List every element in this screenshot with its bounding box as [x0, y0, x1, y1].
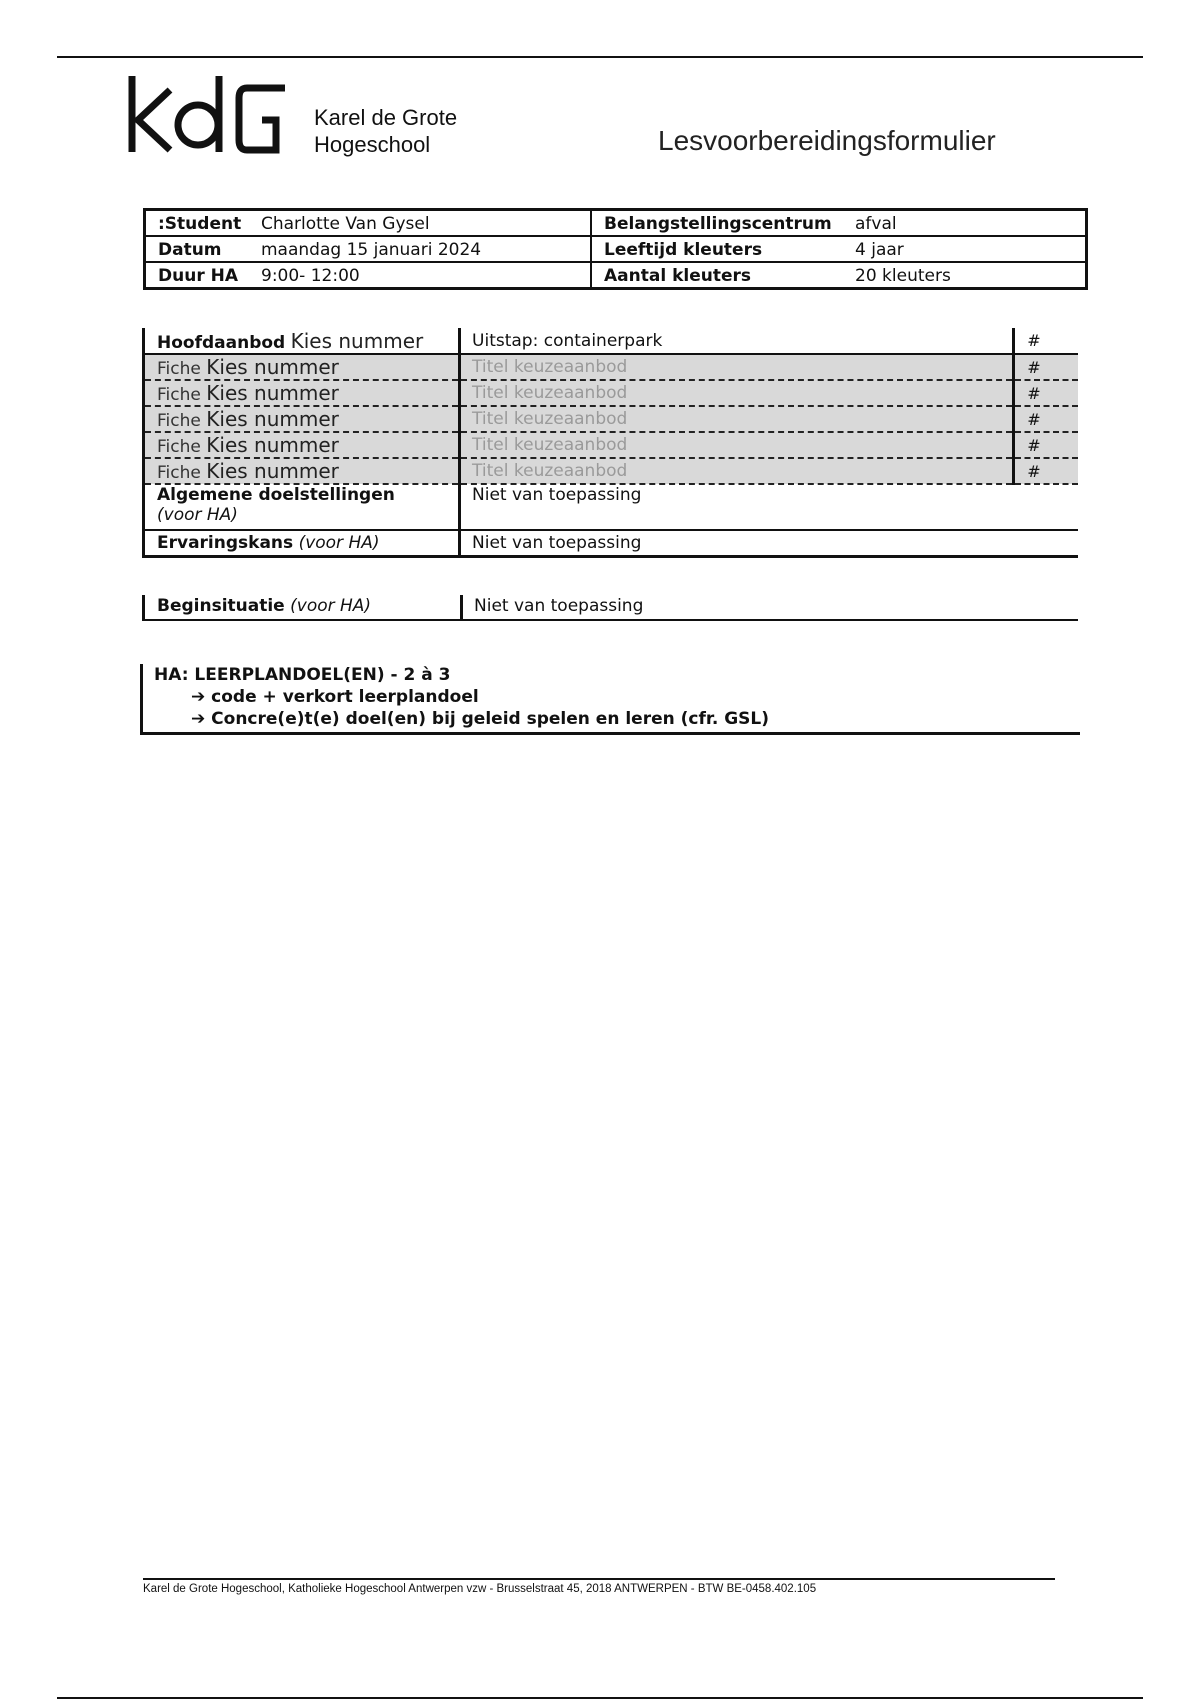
fiche-title-field[interactable]: Titel keuzeaanbod [460, 354, 1014, 380]
begin-situation-row [142, 595, 1078, 621]
fiche-cell [144, 432, 460, 458]
curriculum-goal-item [143, 708, 1080, 730]
info-label: Datum [158, 239, 222, 260]
fiche-row [144, 432, 1079, 458]
fiche-label: Fiche [157, 411, 201, 431]
curriculum-goal-text[interactable]: Concre(e)t(e) doel(en) bij geleid spelen en leren (cfr. GSL) [211, 709, 770, 729]
footer-text: Karel de Grote Hogeschool, Katholieke Hogeschool Antwerpen vzw - Brusselstraat 45, 2018 ANTWERPEN - BTW BE-0458.402.105 [143, 1583, 817, 1595]
general-goals-note: (voor HA) [157, 505, 238, 525]
logo-wordmark [314, 104, 457, 158]
main-number-dropdown[interactable]: Kies nummer [290, 328, 424, 353]
fiche-title-field[interactable]: Titel keuzeaanbod [460, 406, 1014, 432]
fiche-row [144, 380, 1079, 406]
fiche-number[interactable]: # [1014, 406, 1078, 432]
fiche-number[interactable]: # [1014, 432, 1078, 458]
fiche-number[interactable]: # [1014, 380, 1078, 406]
fiche-row [144, 458, 1079, 484]
begin-situation-cell [142, 595, 461, 620]
info-row [145, 210, 1087, 237]
experience-field[interactable]: Niet van toepassing [460, 530, 1078, 557]
info-label: Duur HA [158, 265, 239, 286]
fiche-title-field[interactable]: Titel keuzeaanbod [460, 380, 1014, 406]
fiche-label: Fiche [157, 385, 201, 405]
fiche-title-field[interactable]: Titel keuzeaanbod [460, 432, 1014, 458]
arrow-right-icon: ➔ [191, 687, 206, 707]
fiche-label: Fiche [157, 463, 201, 483]
theme-field[interactable]: afval [855, 213, 897, 234]
info-label: Leeftijd kleuters [591, 236, 855, 262]
fiche-number-dropdown[interactable]: Kies nummer [206, 355, 339, 379]
fiche-number-dropdown[interactable]: Kies nummer [206, 459, 339, 483]
curriculum-goal-item [143, 686, 1080, 708]
fiche-cell [144, 406, 460, 432]
general-goals-row [144, 484, 1079, 530]
main-activity-cell [144, 328, 460, 354]
fiche-number-dropdown[interactable]: Kies nummer [206, 433, 339, 457]
top-rule [57, 56, 1143, 58]
footer-rule [143, 1578, 1055, 1580]
children-count-field[interactable]: 20 kleuters [855, 265, 951, 286]
info-label: :Student [158, 213, 242, 234]
experience-cell [144, 530, 460, 557]
duration-field[interactable]: 9:00- 12:00 [261, 265, 360, 286]
main-activity-label: Hoofdaanbod [157, 332, 286, 353]
main-activity-title-field[interactable]: Uitstap: containerpark [460, 328, 1014, 354]
logo-line-1: Karel de Grote [314, 105, 458, 130]
age-field[interactable]: 4 jaar [855, 239, 904, 260]
fiche-cell [144, 354, 460, 380]
general-goals-label: Algemene doelstellingen [157, 485, 395, 505]
fiche-title-field[interactable]: Titel keuzeaanbod [460, 458, 1014, 484]
curriculum-goals-block [140, 664, 1080, 735]
kdg-logo-mark [128, 74, 298, 154]
fiche-cell [144, 380, 460, 406]
activity-table [142, 328, 1078, 558]
info-label: Aantal kleuters [591, 262, 855, 289]
form-title: Lesvoorbereidingsformulier [658, 125, 996, 156]
bottom-rule [57, 1697, 1143, 1699]
fiche-number-dropdown[interactable]: Kies nummer [206, 381, 339, 405]
fiche-label: Fiche [157, 437, 201, 457]
curriculum-goals-title: HA: LEERPLANDOEL(EN) - 2 à 3 [154, 665, 451, 685]
experience-label: Ervaringskans [157, 533, 294, 553]
fiche-number[interactable]: # [1014, 354, 1078, 380]
general-goals-field[interactable]: Niet van toepassing [460, 484, 1078, 530]
info-row [145, 236, 1087, 262]
logo-line-2: Hogeschool [314, 132, 431, 157]
begin-situation-label: Beginsituatie [157, 596, 285, 616]
info-row [145, 262, 1087, 289]
arrow-right-icon: ➔ [191, 709, 206, 729]
curriculum-goal-text[interactable]: code + verkort leerplandoel [211, 687, 479, 707]
general-goals-cell [144, 484, 460, 530]
main-activity-number[interactable]: # [1014, 328, 1078, 354]
experience-note: (voor HA) [298, 533, 380, 553]
fiche-row [144, 406, 1079, 432]
date-field[interactable]: maandag 15 januari 2024 [261, 239, 482, 260]
fiche-number[interactable]: # [1014, 458, 1078, 484]
fiche-cell [144, 458, 460, 484]
begin-situation-note: (voor HA) [290, 596, 372, 616]
fiche-label: Fiche [157, 359, 201, 379]
kdg-logo [128, 74, 298, 158]
fiche-row [144, 354, 1079, 380]
main-activity-row [144, 328, 1079, 354]
info-table [143, 208, 1088, 290]
fiche-number-dropdown[interactable]: Kies nummer [206, 407, 339, 431]
experience-row [144, 530, 1079, 557]
begin-situation-field[interactable]: Niet van toepassing [460, 595, 643, 620]
info-label: Belangstellingscentrum [591, 210, 855, 237]
student-field[interactable]: Charlotte Van Gysel [261, 213, 430, 234]
